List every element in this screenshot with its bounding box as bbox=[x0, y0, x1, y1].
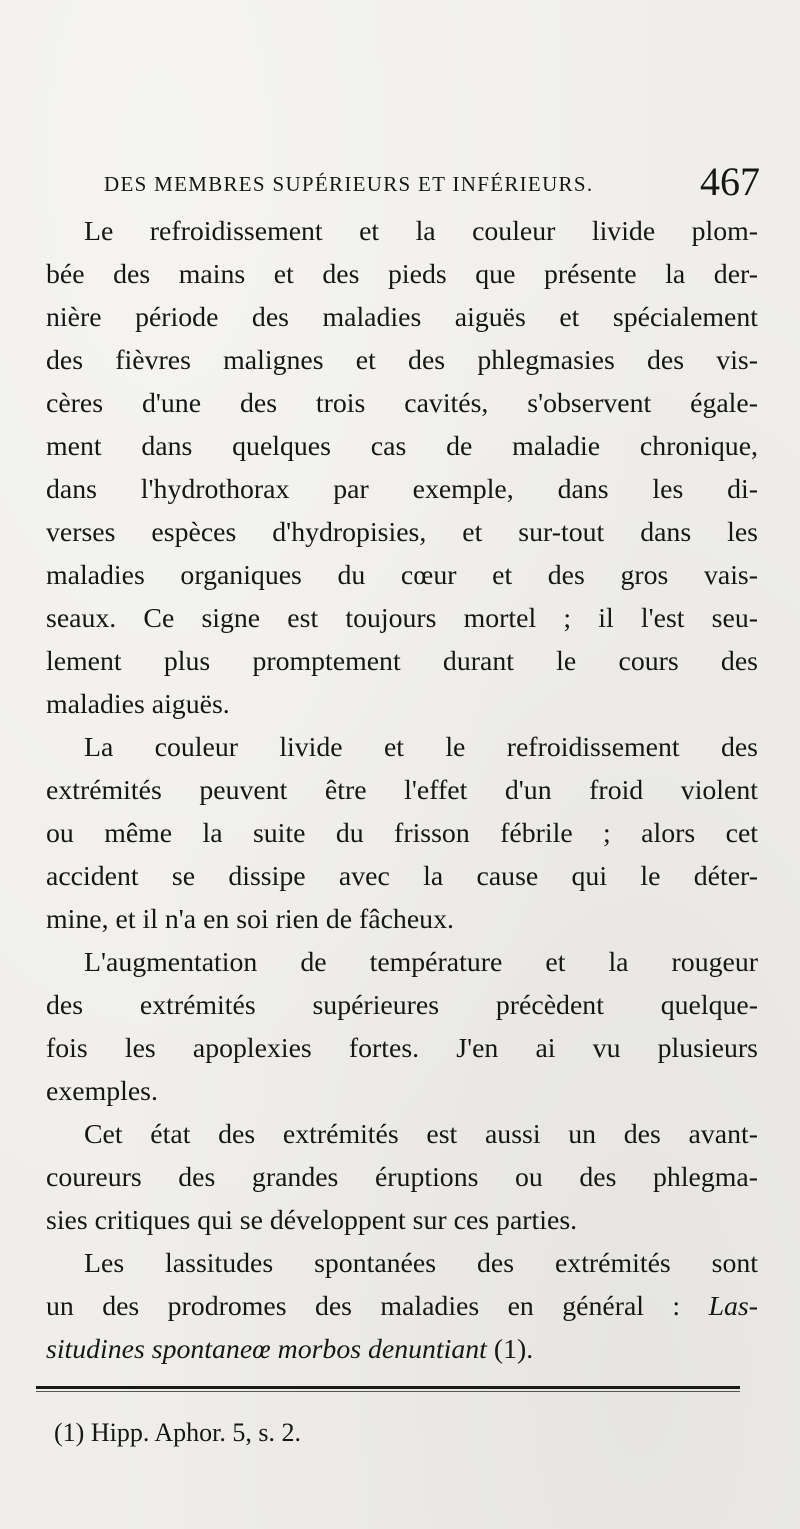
text-line: verses espèces d'hydropisies, et sur-tout dans les bbox=[46, 517, 758, 548]
text-line: ment dans quelques cas de maladie chronique, bbox=[46, 431, 758, 462]
text-line: maladies aiguës. bbox=[46, 689, 230, 720]
text-line: Cet état des extrémités est aussi un des avant- bbox=[84, 1119, 758, 1150]
text-line: ou même la suite du frisson fébrile ; alors cet bbox=[46, 818, 758, 849]
footnote-rule bbox=[36, 1386, 740, 1389]
footnote-rule-thin bbox=[36, 1391, 740, 1392]
text-line: des extrémités supérieures précèdent quelque- bbox=[46, 990, 758, 1021]
text-segment: un des prodromes des maladies en général : bbox=[46, 1291, 709, 1322]
text-line-latin-quote bbox=[46, 1328, 758, 1371]
footnote: (1) Hipp. Aphor. 5, s. 2. bbox=[54, 1418, 301, 1447]
text-line-with-italic bbox=[46, 1285, 758, 1328]
text-line: des fièvres malignes et des phlegmasies des vis- bbox=[46, 345, 758, 376]
text-line: L'augmentation de température et la rougeur bbox=[84, 947, 758, 978]
text-line: extrémités peuvent être l'effet d'un froid violent bbox=[46, 775, 758, 806]
text-line: maladies organiques du cœur et des gros vais- bbox=[46, 560, 758, 591]
footnote-reference: (1). bbox=[486, 1334, 534, 1365]
text-line: lement plus promptement durant le cours des bbox=[46, 646, 758, 677]
text-line: dans l'hydrothorax par exemple, dans les di- bbox=[46, 474, 758, 505]
text-line: La couleur livide et le refroidissement des bbox=[84, 732, 758, 763]
text-line: nière période des maladies aiguës et spécialement bbox=[46, 302, 758, 333]
text-line: mine, et il n'a en soi rien de fâcheux. bbox=[46, 904, 454, 935]
running-title: DES MEMBRES SUPÉRIEURS ET INFÉRIEURS. bbox=[104, 172, 594, 196]
text-line: sies critiques qui se développent sur ces parties. bbox=[46, 1205, 578, 1236]
running-head bbox=[104, 158, 760, 206]
body-text bbox=[46, 210, 758, 1371]
text-line: Les lassitudes spontanées des extrémités sont bbox=[84, 1248, 758, 1279]
text-line: accident se dissipe avec la cause qui le déter- bbox=[46, 861, 758, 892]
text-line: fois les apoplexies fortes. J'en ai vu plusieurs bbox=[46, 1033, 758, 1064]
text-line: cères d'une des trois cavités, s'observent égale- bbox=[46, 388, 758, 419]
text-line: bée des mains et des pieds que présente la der- bbox=[46, 259, 758, 290]
text-line: seaux. Ce signe est toujours mortel ; il l'est seu- bbox=[46, 603, 758, 634]
text-line: Le refroidissement et la couleur livide plom- bbox=[84, 216, 758, 247]
page-number: 467 bbox=[700, 159, 760, 204]
text-line: exemples. bbox=[46, 1076, 158, 1107]
text-line: coureurs des grandes éruptions ou des phlegma- bbox=[46, 1162, 758, 1193]
italic-segment: Las- bbox=[708, 1291, 758, 1322]
latin-quote: situdines spontaneœ morbos denuntiant bbox=[46, 1334, 487, 1365]
